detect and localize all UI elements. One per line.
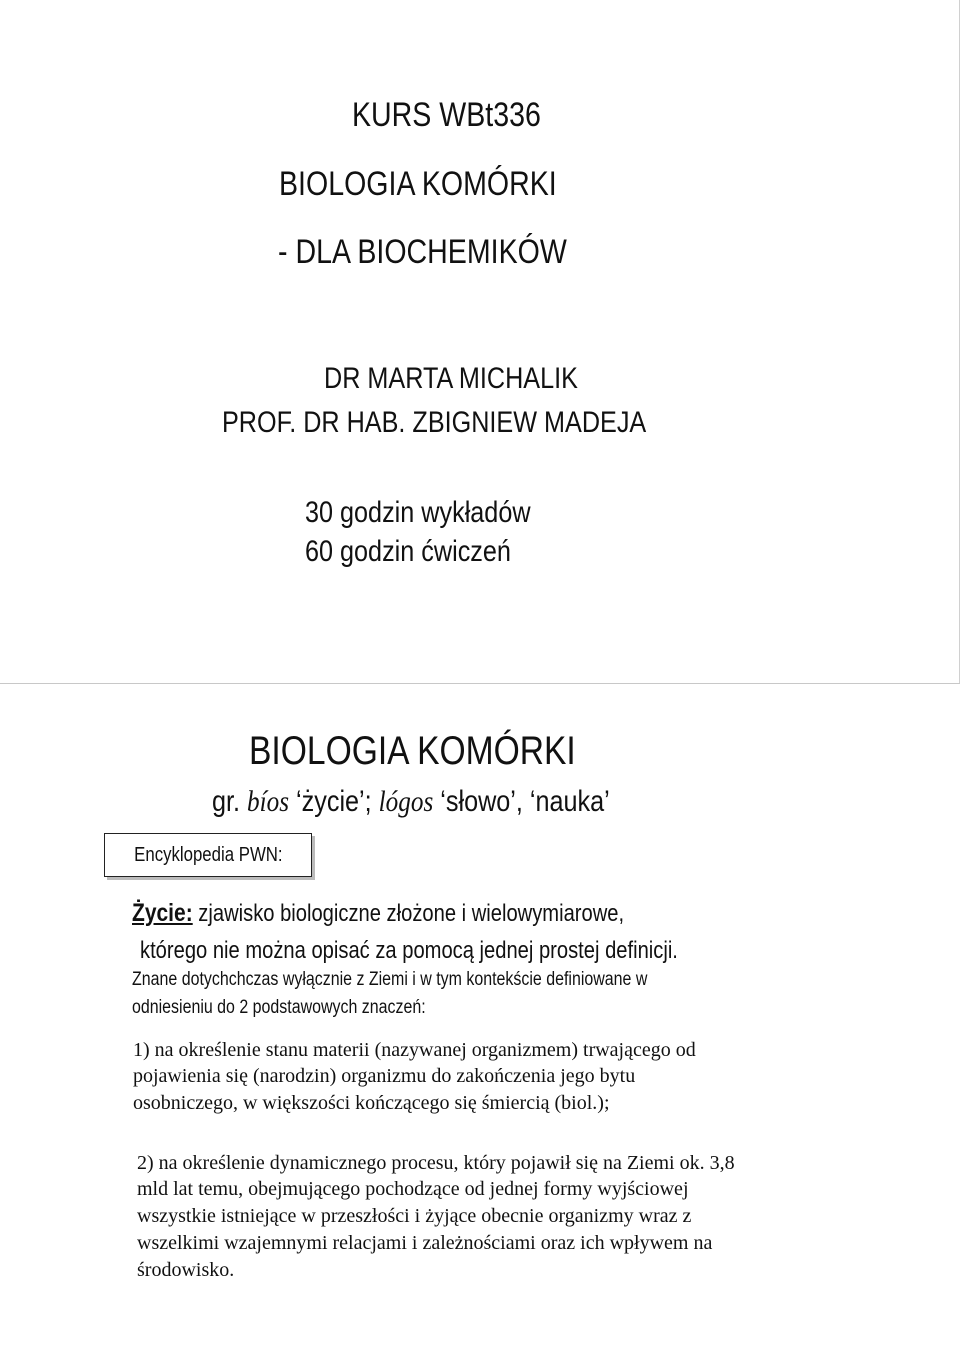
meaning-2-line: środowisko. [137,1259,235,1281]
lecturer-name: PROF. DR HAB. ZBIGNIEW MADEJA [222,406,647,439]
lecturer-name: DR MARTA MICHALIK [324,362,578,395]
definition-line [132,899,718,928]
meaning-1-line: pojawienia się (narodzin) organizmu do zakończenia jego bytu [133,1065,636,1087]
etymology-term-logos: lógos [378,785,434,818]
intro-text-line: odniesieniu do 2 podstawowych znaczeń: [132,997,426,1018]
meaning-1-line: 1) na określenie stanu materii (nazywanej organizmem) trwającego od [133,1039,696,1061]
course-subtitle: - DLA BIOCHEMIKÓW [278,233,567,271]
etymology-line [212,785,686,819]
course-code: KURS WBt336 [352,96,541,134]
source-label-box [104,833,312,877]
definition-line: którego nie można opisać za pomocą jednej prostej definicji. [140,937,678,964]
etymology-meaning-bios: ‘życie’; [289,785,379,818]
source-label: Encyklopedia PWN: [133,843,283,866]
intro-text-line: Znane dotychchczas wyłącznie z Ziemi i w tym kontekście definiowane w [132,969,648,990]
hours-exercises: 60 godzin ćwiczeń [305,535,511,568]
slide-title-page [0,0,960,683]
definition-text: zjawisko biologiczne złożone i wielowymiarowe, [192,900,625,927]
meaning-2-line: 2) na określenie dynamicznego procesu, który pojawił się na Ziemi ok. 3,8 [137,1152,735,1174]
hours-lectures: 30 godzin wykładów [305,496,531,529]
meaning-2-line: mld lat temu, obejmującego pochodzące od jednej formy wyjściowej [137,1178,689,1200]
definition-term: Życie: [132,899,193,927]
meaning-2-line: wszystkie istniejące w przeszłości i żyjące obecnie organizmy wraz z [137,1205,692,1227]
slide-heading: BIOLOGIA KOMÓRKI [249,729,576,773]
course-title: BIOLOGIA KOMÓRKI [279,165,557,203]
slide-definition [0,684,960,1367]
etymology-meaning-logos: ‘słowo’, ‘nauka’ [433,785,610,818]
etymology-term-bios: bíos [247,785,290,818]
meaning-1-line: osobniczego, w większości kończącego się śmiercią (biol.); [133,1092,610,1114]
etymology-prefix: gr. [212,785,248,818]
meaning-2-line: wszelkimi wzajemnymi relacjami i zależnościami oraz ich wpływem na [137,1232,713,1254]
